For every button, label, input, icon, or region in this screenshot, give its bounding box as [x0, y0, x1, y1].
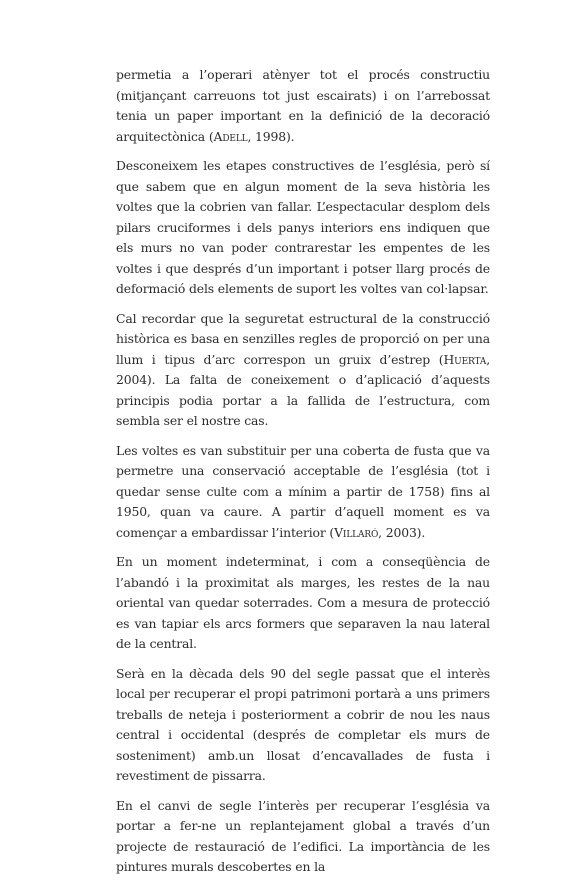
text-run: , 1998).: [247, 128, 295, 144]
paragraph: [116, 441, 490, 544]
text-run: , 2003).: [378, 524, 426, 540]
text-run: , 2004). La falta de coneixement o d’aplicació d’aquests principis podia portar a la fallida de l’estructura, com sembla ser el nostre cas.: [116, 351, 490, 428]
paragraph: [116, 65, 490, 147]
paragraph: [116, 552, 490, 655]
paragraph: [116, 664, 490, 787]
paragraph: [116, 309, 490, 432]
text-run: En un moment indeterminat, i com a conseqüència de l’abandó i la proximitat als marges, les restes de la nau oriental van quedar soterrades. Com a mesura de protecció es van tapiar els arcs formers que separaven la nau lateral de la central.: [116, 554, 490, 651]
body-text: [116, 65, 490, 887]
text-run: Cal recordar que la seguretat estructural de la construcció històrica es basa en senzilles regles de proporció on per una llum i tipus d’arc correspon un gruix d’estrep (: [116, 310, 490, 367]
text-run: En el canvi de segle l’interès per recuperar l’església va portar a fer-ne un replantejament global a través d’un projecte de restauració de l’edifici. La importància de les pintures murals descobertes en la: [116, 797, 490, 874]
text-run: Serà en la dècada dels 90 del segle passat que el interès local per recuperar el propi patrimoni portarà a uns primers treballs de neteja i posteriorment a cobrir de nou les naus central i occidental (després de completar els murs de sosteniment) amb.un llosat d’encavallades de fusta i revestiment de pissarra.: [116, 665, 490, 783]
paragraph: [116, 796, 490, 878]
citation-author: Adell: [213, 128, 248, 144]
text-run: Les voltes es van substituir per una coberta de fusta que va permetre una conservació acceptable de l’església (tot i quedar sense culte com a mínim a partir de 1758) fins al 1950, quan va caure. A partir d’aquell moment es va començar a embardissar l’interior (: [116, 442, 490, 540]
citation-author: Huerta: [443, 351, 487, 367]
text-run: permetia a l’operari atènyer tot el procés constructiu (mitjançant carreuons tot just escairats) i on l’arrebossat tenia un paper important en la definició de la decoració arquitectònica (: [116, 67, 490, 144]
citation-author: Villaró: [334, 524, 379, 540]
text-run: Desconeixem les etapes constructives de l’església, però sí que sabem que en algun moment de la seva història les voltes que la cobrien van fallar. L’espectacular desplom dels pilars cruciformes i dels panys interiors ens indiquen que els murs no van poder contrarestar les empentes de les voltes i que després d’un important i potser llarg procés de deformació dels elements de suport les voltes van col·lapsar.: [116, 158, 490, 296]
paragraph: [116, 156, 490, 300]
